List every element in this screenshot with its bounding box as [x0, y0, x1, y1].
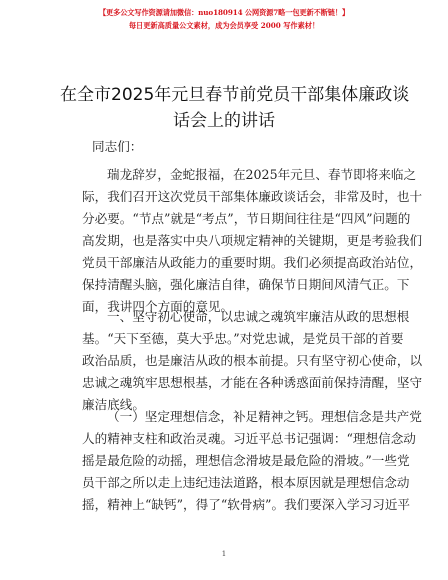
paragraph-line: 基。“天下至德，莫大乎忠。”对党忠诚，是党员干部的首要	[82, 331, 404, 346]
paragraph-line: 瑞龙辞岁，金蛇报福，在2025年元旦、春节即将来临之	[107, 167, 417, 182]
document-title	[60, 82, 410, 134]
title-line-2: 话会上的讲话	[173, 111, 275, 131]
paragraph-line: 廉洁底线。	[82, 397, 145, 412]
paragraph-line: 摇，精神上“缺钙”，得了“软骨病”。我们要深入学习习近平	[82, 497, 411, 512]
paragraph-line: 员干部之所以走上违纪违法道路，根本原因就是理想信念动	[82, 475, 410, 490]
paragraph-line: 保持清醒头脑，强化廉洁自律，确保节日期间风清气正。下	[82, 277, 410, 292]
paragraph-line: （一）坚定理想信念，补足精神之钙。理想信念是共产党	[107, 409, 422, 424]
paragraph-line: 际，我们召开这次党员干部集体廉政谈话会，非常及时，也十	[82, 189, 423, 204]
paragraph-line: 忠诚之魂筑牢思想根基，才能在各种诱惑面前保持清醒，坚守	[82, 375, 423, 390]
paragraph-line: 政治品质，也是廉洁从政的根本前提。只有坚守初心使命，以	[82, 353, 423, 368]
paragraph-1	[82, 164, 423, 318]
title-line-1: 在全市2025年元旦春节前党员干部集体廉政谈	[60, 85, 410, 105]
greeting: 同志们：	[92, 139, 143, 154]
paragraph-line: 高发期，也是落实中央八项规定精神的关键期，更是考验我们	[82, 233, 423, 248]
paragraph-line: 摇是最危险的动摇，理想信念滑坡是最危险的滑坡。”一些党	[82, 453, 410, 468]
page-number: 1	[221, 550, 227, 558]
paragraph-line: 一、坚守初心使命，以忠诚之魂筑牢廉洁从政的思想根	[107, 309, 410, 324]
paragraph-3	[82, 406, 422, 516]
paragraph-line: 人的精神支柱和政治灵魂。习近平总书记强调：“理想信念动	[82, 431, 416, 446]
paragraph-2	[82, 306, 423, 416]
paragraph-line: 分必要。“节点”就是“考点”，节日期间往往是“四风”问题的	[82, 211, 411, 226]
paragraph-line: 党员干部廉洁从政能力的重要时期。我们必须提高政治站位，	[82, 255, 423, 270]
promo-banner-line-1: 【更多公文写作资源请加微信：nuo180914 公网资源7略一包更新不断链！】	[98, 8, 350, 17]
paragraph-line: 面，我讲四个方面的意见。	[82, 299, 234, 314]
promo-banner-line-2: 每日更新高质量公文素材，成为会员享受 2000 写作素材！	[128, 21, 320, 30]
